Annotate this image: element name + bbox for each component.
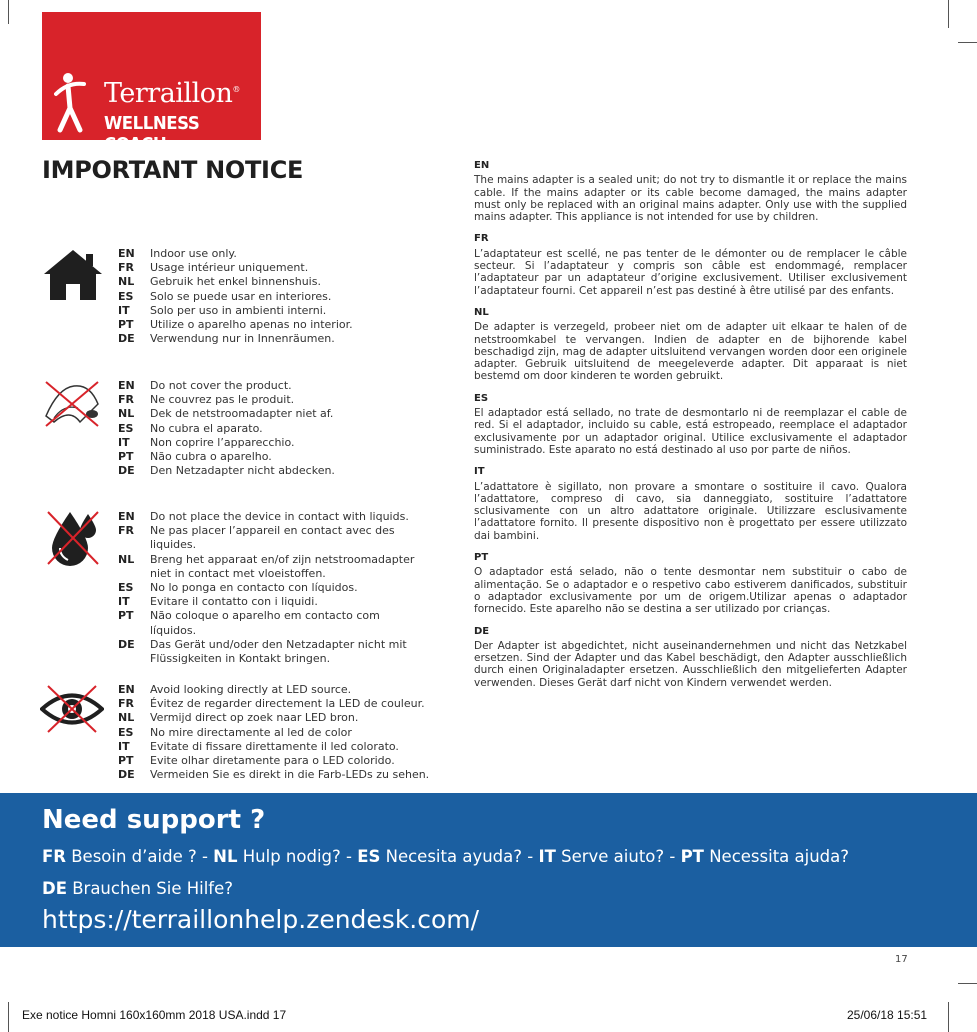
adapter-notes (474, 160, 907, 699)
page-title: IMPORTANT NOTICE (42, 156, 304, 184)
notice-line: IT Non coprire l’apparecchio. (118, 435, 295, 449)
notice-line: IT Solo per uso in ambienti interni. (118, 303, 327, 317)
notice-line: NL Breng het apparaat en/of zijn netstroomadapter niet in contact met vloeistoffen. (118, 552, 415, 580)
notice-no-cover (118, 379, 438, 478)
notice-line: EN Indoor use only. (118, 247, 237, 260)
notice-no-liquid (118, 510, 428, 666)
adapter-note-pt: PT O adaptador está selado, não o tente desmontar nem substituir o cabo de alimentação. Se o adaptador e o respetivo cabo estiverem danificados, substituir o adaptador exclusivamente por um de origem.Utilizar apenas o adaptador fornecido. Este aparelho não se destina a ser utilizado por crianças. (474, 552, 907, 616)
crop-mark (948, 0, 949, 28)
notice-indoor (118, 247, 438, 346)
notice-line: PT Evite olhar diretamente para o LED colorido. (118, 754, 395, 768)
adapter-note-it: IT L’adattatore è sigillato, non provare a smontare o sostituire il cavo. Qualora l’adattatore, compreso di cavo, sia danneggiato, sostituire l’adattatore sclusivamente con un altro adattatore originale. Utilizzare esclusivamente l’adattatore fornito. Il presente dispositivo non è progettato per essere utilizzato dai bambini. (474, 466, 907, 542)
support-banner (0, 793, 977, 947)
notice-line: ES Solo se puede usar en interiores. (118, 289, 332, 303)
crop-mark (948, 1002, 949, 1032)
notice-line: FR Usage intérieur uniquement. (118, 261, 309, 275)
notice-line: NL Gebruik het enkel binnenshuis. (118, 275, 321, 289)
support-url-link[interactable]: https://terraillonhelp.zendesk.com/ (42, 905, 480, 934)
logo-brand: Terraillon® (104, 78, 240, 109)
wellness-figure-icon (54, 72, 88, 134)
crop-mark (8, 0, 9, 24)
house-icon (42, 248, 104, 302)
support-languages: FR Besoin d’aide ? - NL Hulp nodig? - ES Necesita ayuda? - IT Serve aiuto? - PT Necessita ajuda? (42, 847, 850, 866)
notice-line: NL Dek de netstroomadapter niet af. (118, 407, 334, 421)
notice-line: PT Não coloque o aparelho em contacto com líquidos. (118, 609, 380, 637)
notice-line: DE Das Gerät und/oder den Netzadapter nicht mit Flüssigkeiten in Kontakt bringen. (118, 637, 407, 666)
notice-line: DE Vermeiden Sie es direkt in die Farb-LEDs zu sehen. (118, 768, 430, 782)
notice-line: PT Não cubra o aparelho. (118, 450, 272, 464)
adapter-note-fr: FR L’adaptateur est scellé, ne pas tenter de le démonter ou de remplacer le câble secteur. Si l’adaptateur y compris son câble est endommagé, remplacer l’adaptateur par un adaptateur d’origine exclusivement. Utiliser exclusivement l’adaptateur fourni. Cet appareil n’est pas destiné à être utilisé par des enfants. (474, 233, 907, 297)
terraillon-logo (42, 12, 261, 155)
notice-line: NL Vermijd direct op zoek naar LED bron. (118, 711, 359, 725)
adapter-note-es: ES El adaptador está sellado, no trate de desmontarlo ni de reemplazar el cable de red. Si el adaptador, incluido su cable, está estropeado, reemplace el adaptador exclusivamente por un adaptador original. Utilice exclusivamente el adaptador suministrado. Este aparato no está destinado al uso por parte de niños. (474, 392, 907, 456)
logo-subtitle: WELLNESS COACH (104, 113, 200, 155)
no-liquid-icon (44, 508, 102, 568)
adapter-note-en: EN The mains adapter is a sealed unit; do not try to dismantle it or replace the mains cable. If the mains adapter or its cable become damaged, the mains adapter must only be replaced with an original mains adapter. Only use with the supplied mains adapter. This appliance is not intended for use by children. (474, 160, 907, 224)
adapter-note-de: DE Der Adapter ist abgedichtet, nicht auseinandernehmen und nicht das Netzkabel ersetzen. Sind der Adapter und das Kabel beschädigt, den Adapter ausschließlich durch einen Originaladapter ersetzen. Ausschließlich den mitgelieferten Adapter verwenden. Dieses Gerät darf nicht von Kindern verwendet werden. (474, 625, 907, 689)
notice-line: IT Evitare il contatto con i liquidi. (118, 595, 318, 609)
no-cover-icon (40, 378, 104, 430)
support-heading: Need support ? (42, 805, 266, 835)
notice-line: DE Verwendung nur in Innenräumen. (118, 332, 335, 346)
notice-line: EN Do not cover the product. (118, 379, 292, 392)
notice-no-look-led (118, 683, 448, 782)
notice-line: ES No lo ponga en contacto con líquidos. (118, 581, 358, 595)
notice-line: ES No mire directamente al led de color (118, 725, 352, 739)
notice-line: IT Evitate di fissare direttamente il led colorato. (118, 739, 399, 753)
notice-line: DE Den Netzadapter nicht abdecken. (118, 464, 335, 478)
crop-mark (958, 983, 977, 984)
notice-line: PT Utilize o aparelho apenas no interior. (118, 318, 353, 332)
notice-line: ES No cubra el aparato. (118, 421, 263, 435)
crop-mark (958, 42, 977, 43)
print-slug-file: Exe notice Homni 160x160mm 2018 USA.indd 17 (22, 1008, 287, 1022)
adapter-note-nl: NL De adapter is verzegeld, probeer niet om de adapter uit elkaar te halen of de netstroomkabel te vervangen. Indien de adapter en de bijhorende kabel beschadigd zijn, mag de adapter uitsluitend vervangen worden door een originele adapter. Gebruik uitsluitend de meegeleverde adapter. Dit apparaat is niet bestemd om door kinderen te worden gebruikt. (474, 306, 907, 383)
notice-line: FR Ne pas placer l’appareil en contact avec des liquides. (118, 524, 395, 552)
notice-line: EN Do not place the device in contact with liquids. (118, 510, 409, 523)
support-de: DE Brauchen Sie Hilfe? (42, 879, 234, 898)
notice-line: EN Avoid looking directly at LED source. (118, 683, 352, 696)
print-slug-date: 25/06/18 15:51 (847, 1008, 928, 1022)
no-look-eye-icon (40, 684, 104, 734)
notice-line: FR Ne couvrez pas le produit. (118, 393, 295, 407)
crop-mark (8, 1002, 9, 1032)
page-number: 17 (895, 954, 908, 965)
notice-line: FR Évitez de regarder directement la LED de couleur. (118, 697, 425, 711)
